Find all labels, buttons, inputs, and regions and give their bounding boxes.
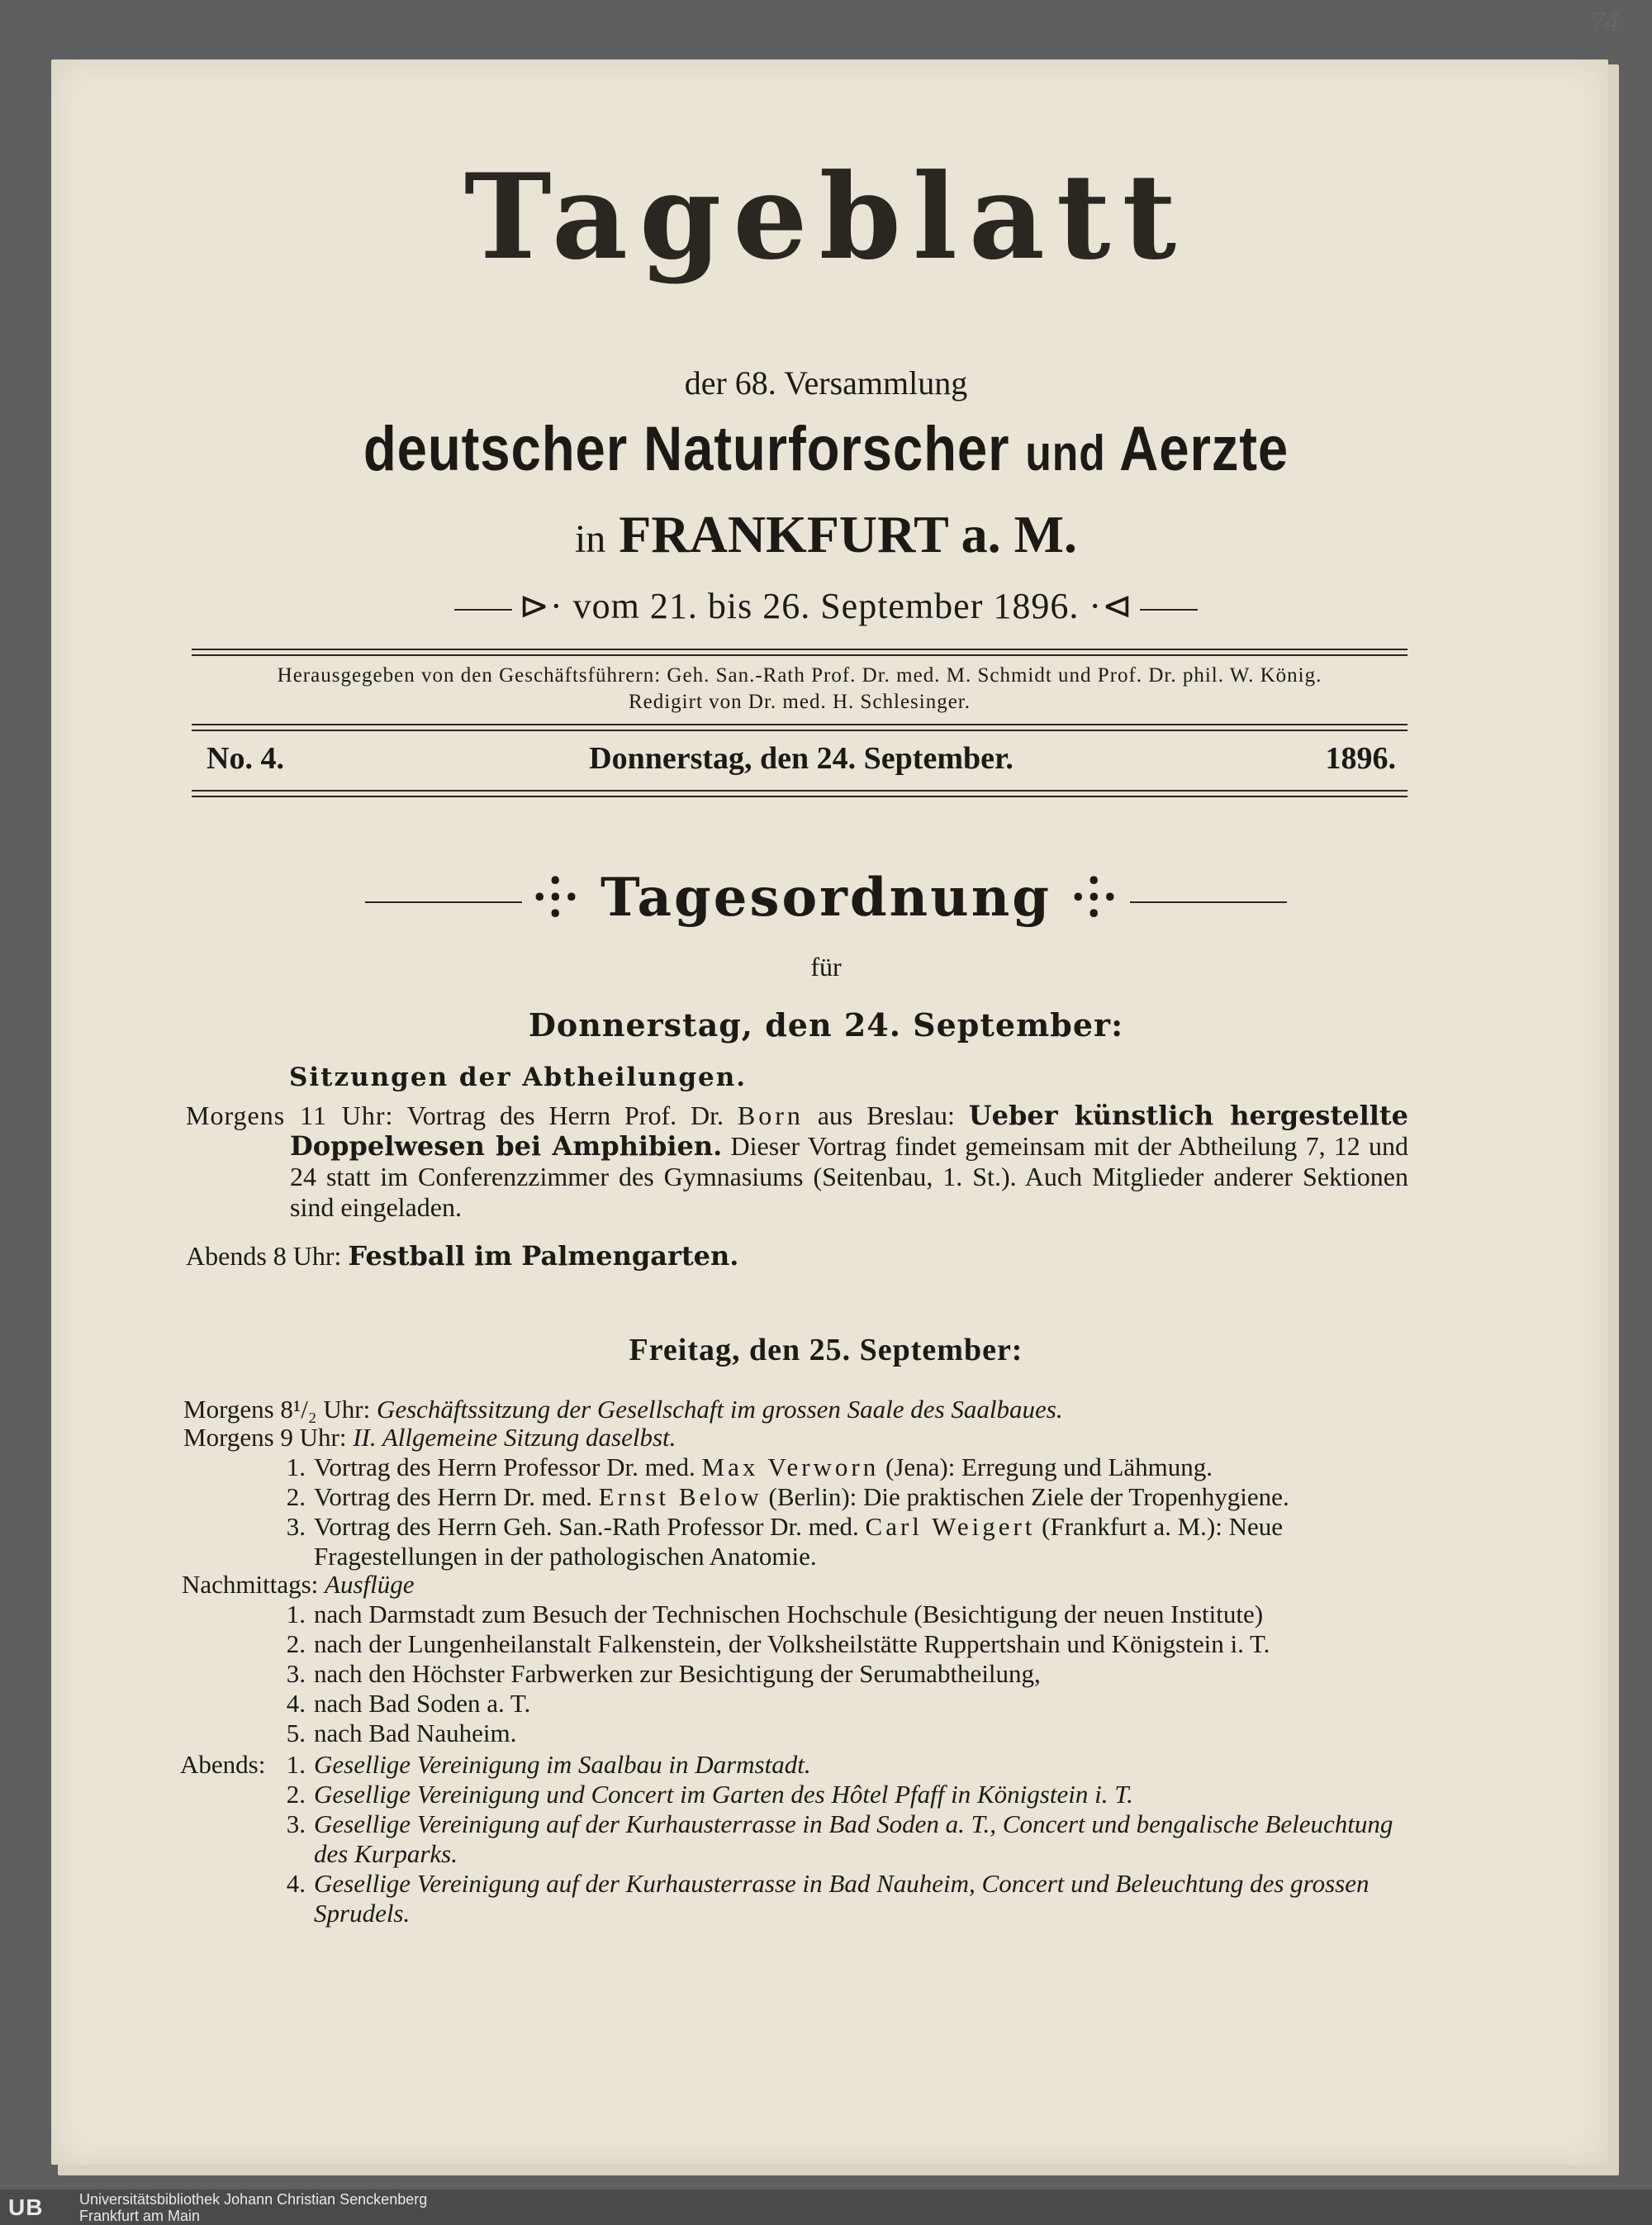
list-item [273,1780,1412,1809]
list-item [273,1809,1412,1869]
list-number: 2. [286,1780,306,1809]
section-title-text: Tagesordnung [601,867,1051,929]
society-end: Aerzte [1119,414,1289,484]
schedule-line [182,1570,415,1600]
list-text: nach Bad Soden a. T. [314,1689,531,1718]
list-number: 5. [286,1719,306,1747]
day-heading: Donnerstag, den 24. September: [528,1006,1124,1044]
list-text: nach den Höchster Farbwerken zur Besichtigung der Serumabtheilung, [314,1659,1041,1688]
talk-mid: aus Breslau: [817,1101,955,1130]
list-number: 1. [286,1600,306,1628]
rule [192,724,1408,725]
library-footer [0,2189,1652,2225]
evening-list [273,1750,1412,1928]
dates-line [0,585,1652,627]
list-text: nach Darmstadt zum Besuch der Technischen Hochschule (Besichtigung der neuen Institute) [314,1600,1264,1628]
list-text: Vortrag des Herrn Geh. San.-Rath Professor Dr. med. Carl Weigert (Frankfurt a. M.): Neue Fragestellungen in der pathologischen Anatomie. [314,1512,1283,1571]
list-text: Vortrag des Herrn Professor Dr. med. Max Verworn (Jena): Erregung und Lähmung. [314,1452,1213,1481]
schedule-line [183,1423,676,1452]
masthead-title: Tageblatt [463,149,1189,286]
list-item [273,1512,1412,1571]
list-number: 3. [286,1512,306,1541]
society-line [116,413,1536,485]
entry-text: Geschäftssitzung der Gesellschaft im grossen Saale des Saalbaues. [376,1395,1063,1424]
evening-entry [186,1241,738,1271]
list-number: 1. [286,1452,306,1481]
ornament-arrow-left-icon: ·⊲ [1089,586,1133,626]
entry-label: Morgens 11 Uhr: [186,1101,394,1130]
list-item [273,1452,1412,1482]
rule [192,649,1408,650]
speaker-name: Born [737,1101,804,1130]
ornament-right [1130,901,1287,903]
archive-page-mark: 74 [1591,7,1619,37]
list-number: 3. [286,1659,306,1688]
entry-text: Ausflüge [325,1570,415,1599]
list-number: 4. [286,1689,306,1718]
rule [192,790,1408,792]
city-in: in [574,517,606,561]
list-item [273,1600,1412,1629]
list-number: 2. [286,1629,306,1658]
schedule-line [183,1395,1063,1424]
list-number: 4. [286,1869,306,1898]
dates-text: vom 21. bis 26. September 1896. [572,586,1080,626]
rule [192,654,1408,656]
entry-label: Abends 8 Uhr: [186,1241,342,1271]
list-number: 1. [286,1750,306,1779]
society-und: und [1025,426,1106,481]
rule [192,796,1408,797]
list-text: nach Bad Nauheim. [314,1719,517,1747]
ornament-arrow-right-icon: ⊳· [519,586,563,626]
city-line [0,504,1652,565]
entry-label: Morgens 8¹/₂ Uhr: [183,1395,371,1424]
excursion-list [273,1600,1412,1748]
editors-line: Redigirt von Dr. med. H. Schlesinger. [628,691,971,713]
list-text: Gesellige Vereinigung und Concert im Garten des Hôtel Pfaff in Königstein i. T. [314,1780,1133,1809]
issue-year: 1896. [1325,741,1396,776]
entry-label: Morgens 9 Uhr: [183,1423,347,1452]
list-item [273,1482,1412,1512]
rule [192,730,1408,731]
library-name-line: Universitätsbibliothek Johann Christian Senckenberg [79,2191,428,2208]
library-logo: UB [8,2194,44,2220]
list-text: nach der Lungenheilanstalt Falkenstein, der Volksheilstätte Ruppertshain und Königstein i. T. [314,1629,1270,1658]
entry-label: Abends: [180,1750,266,1779]
city-name: FRANKFURT a. M. [619,505,1078,563]
list-number: 2. [286,1482,306,1511]
ornament-icon: ⸭ [534,867,580,929]
day-heading: Freitag, den 25. September: [629,1333,1023,1367]
talk-list [273,1452,1412,1571]
talk-topic: Ueber künstlich hergestellte Doppelwesen bei Amphibien. [290,1100,1409,1162]
list-item [273,1659,1412,1689]
library-name [79,2191,427,2224]
society-main: deutscher Naturforscher [363,414,1010,484]
evening-event: Festball im Palmengarten. [348,1240,739,1272]
ornament-left [365,901,522,903]
list-item [273,1719,1412,1748]
morning-entry [186,1101,1408,1223]
list-number: 3. [286,1809,306,1838]
list-text: Gesellige Vereinigung im Saalbau in Darmstadt. [314,1750,811,1779]
editors-block [192,663,1408,716]
ornament-right [1140,609,1198,611]
list-item [273,1629,1412,1659]
talk-rest: Dieser Vortrag findet gemeinsam mit der Abtheilung 7, 12 und 24 statt im Conferenzzimmer des Gymnasiums (Seitenbau, 1. St.). Auch Mitglieder anderer Sektionen sind eingeladen. [290,1131,1409,1222]
ornament-left [454,609,512,611]
entry-label: Nachmittags: [182,1570,319,1599]
schedule-line [180,1750,265,1780]
list-text: Gesellige Vereinigung auf der Kurhausterrasse in Bad Nauheim, Concert und Beleuchtung des grossen Sprudels. [314,1869,1370,1928]
section-title [0,859,1652,931]
editors-line: Herausgegeben von den Geschäftsführern: Geh. San.-Rath Prof. Dr. med. M. Schmidt und Prof. Dr. phil. W. König. [277,664,1322,687]
sessions-subheading: Sitzungen der Abtheilungen. [289,1063,748,1092]
list-item [273,1869,1412,1928]
library-city-line: Frankfurt am Main [79,2208,201,2224]
list-text: Vortrag des Herrn Dr. med. Ernst Below (Berlin): Die praktischen Ziele der Tropenhygiene. [314,1482,1289,1511]
issue-date: Donnerstag, den 24. September. [589,741,1014,776]
entry-text: II. Allgemeine Sitzung daselbst. [353,1423,676,1452]
talk-pre: Vortrag des Herrn Prof. Dr. [406,1101,724,1130]
ornament-icon: ⸭ [1072,867,1118,929]
fuer-line: für [810,952,842,982]
issue-number: No. 4. [206,741,284,776]
list-item [273,1689,1412,1719]
list-item [273,1750,1412,1780]
list-text: Gesellige Vereinigung auf der Kurhausterrasse in Bad Soden a. T., Concert und bengalische Beleuchtung des Kurparks. [314,1809,1393,1868]
meeting-line: der 68. Versammlung [684,364,968,402]
